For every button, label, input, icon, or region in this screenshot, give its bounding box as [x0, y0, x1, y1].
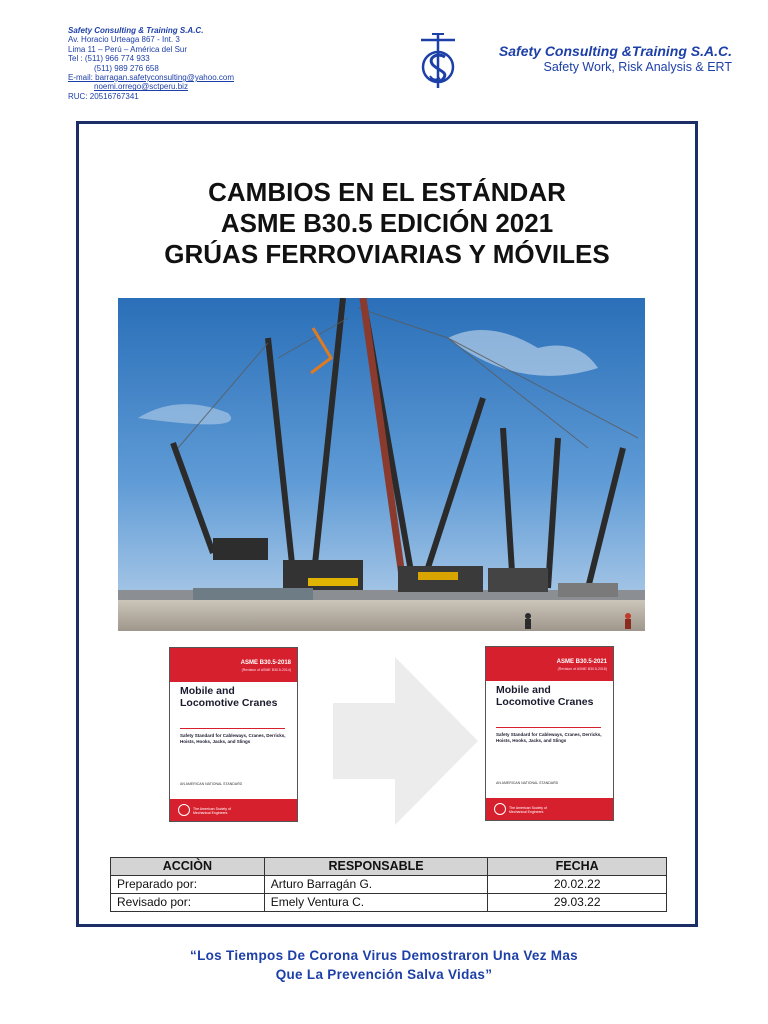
arrow-right-icon	[333, 657, 478, 825]
table-row	[111, 876, 667, 894]
asme-2018-cover	[169, 647, 298, 822]
phone-line: Tel : (511) 966 774 933	[68, 54, 150, 64]
standard-label: AN AMERICAN NATIONAL STANDARD	[180, 782, 243, 786]
standard-code: ASME B30.5-2018	[240, 660, 291, 666]
action-cell: Preparado por:	[111, 876, 265, 894]
email-link[interactable]: noemi.orrego@sctperu.biz	[94, 82, 188, 92]
cover-title: Mobile and Locomotive Cranes	[496, 684, 594, 708]
quote-line: Que La Prevención Salva Vidas”	[275, 967, 493, 982]
responsible-cell: Arturo Barragán G.	[264, 876, 488, 894]
document-title	[76, 177, 698, 270]
address-line: Lima 11 – Perú – América del Sur	[68, 44, 188, 54]
title-line: GRÚAS FERROVIARIAS Y MÓVILES	[164, 239, 610, 269]
cover-title: Mobile and Locomotive Cranes	[180, 685, 278, 709]
title-line: ASME B30.5 EDICIÓN 2021	[220, 208, 554, 238]
column-header: RESPONSABLE	[264, 858, 488, 876]
standard-code: ASME B30.5-2021	[556, 659, 607, 665]
asme-seal-icon	[178, 804, 190, 816]
signoff-table	[110, 857, 667, 912]
asme-seal-icon	[494, 803, 506, 815]
column-header: ACCIÒN	[111, 858, 265, 876]
company-services: Safety Work, Risk Analysis & ERT	[543, 60, 732, 74]
cover-subtitle: Safety Standard for Cableways, Cranes, Derricks, Hoists, Hooks, Jacks, and Slings	[180, 733, 286, 744]
date-cell: 20.02.22	[488, 876, 667, 894]
table-row	[111, 894, 667, 912]
ruc-number: RUC: 20516767341	[68, 91, 139, 101]
company-title: Safety Consulting &Training S.A.C.	[498, 43, 732, 59]
company-name: Safety Consulting & Training S.A.C.	[68, 26, 204, 35]
publisher-name: The American Society of Mechanical Engineers	[509, 806, 547, 814]
quote-line: “Los Tiempos De Corona Virus Demostraron Una Vez Mas	[190, 948, 578, 963]
action-cell: Revisado por:	[111, 894, 265, 912]
email-link[interactable]: E-mail: barragan.safetyconsulting@yahoo.com	[68, 73, 234, 83]
responsible-cell: Emely Ventura C.	[264, 894, 488, 912]
footer-quote	[100, 946, 668, 984]
revision-note: (Revision of ASME B30.5-2014)	[241, 668, 291, 672]
address-line: Av. Horacio Urteaga 867 - Int. 3	[68, 35, 180, 45]
phone-line: (511) 989 276 658	[94, 63, 159, 73]
cover-subtitle: Safety Standard for Cableways, Cranes, Derricks, Hoists, Hooks, Jacks, and Slings	[496, 732, 602, 743]
standard-label: AN AMERICAN NATIONAL STANDARD	[496, 781, 559, 785]
publisher-name: The American Society of Mechanical Engineers	[193, 807, 231, 815]
company-tagline-block	[462, 43, 732, 75]
company-logo-icon	[415, 32, 461, 90]
asme-2021-cover	[485, 646, 614, 821]
title-line: CAMBIOS EN EL ESTÁNDAR	[208, 177, 566, 207]
table-header-row	[111, 858, 667, 876]
crane-photo	[118, 298, 645, 631]
column-header: FECHA	[488, 858, 667, 876]
revision-note: (Revision of ASME B30.5-2018)	[557, 667, 607, 671]
date-cell: 29.03.22	[488, 894, 667, 912]
contact-block	[68, 26, 308, 101]
